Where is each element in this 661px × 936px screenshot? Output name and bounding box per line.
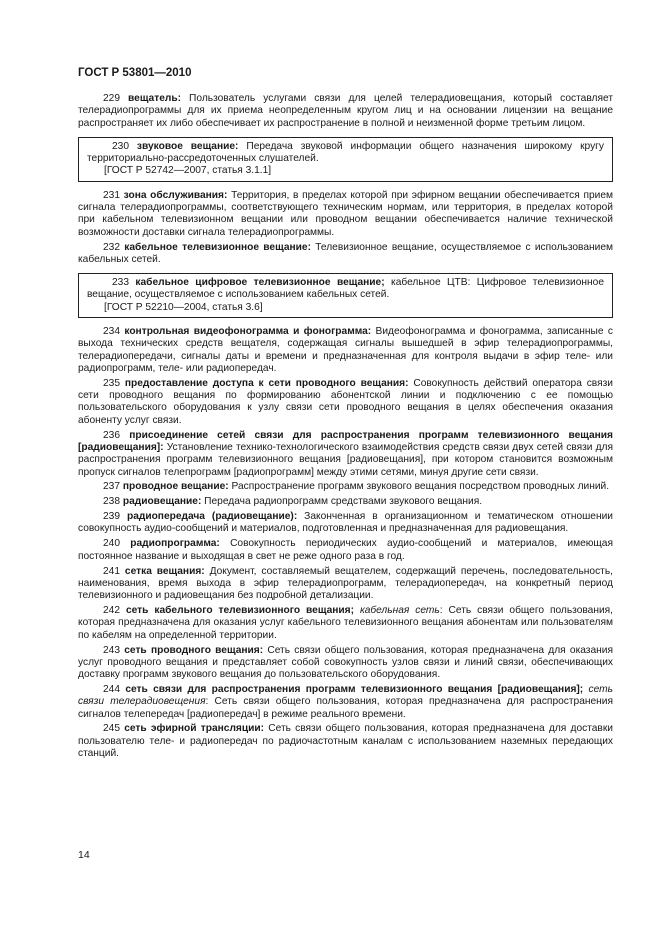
term-entry-241	[78, 566, 613, 603]
term-entry-230	[87, 141, 604, 166]
entry-number: 244	[103, 684, 120, 695]
entry-alt-term: сеть связи телерадиовещения	[78, 684, 613, 708]
entry-term: сетка вещания:	[124, 565, 205, 577]
entry-number: 231	[103, 189, 120, 201]
term-entry-232	[78, 242, 613, 267]
entry-number: 237	[103, 481, 120, 493]
entry-number: 233	[112, 277, 129, 289]
entry-term: сеть связи для распространения программ телевизионного вещания [радиовещания];	[125, 684, 584, 695]
entry-definition: Сеть связи общего пользования, которая предназначена для доставки пользователю теле- и радиопередач по радиочастотным каналам с использованием наземных передающих станций.	[78, 723, 613, 760]
entry-definition: Видеофонограмма и фонограмма, записанные с выхода технических средств вещателя, содержащая сигналы вышедшей в эфир телерадиопрограммы, телерадиопередачи, сигналы даты и времени и предназначенная для контроля выдачи в эфир теле- или радиопрограмм, теле- или радиопередач.	[78, 326, 613, 374]
term-entry-233	[87, 277, 604, 302]
entry-number: 236	[103, 429, 120, 441]
entry-number: 232	[103, 241, 120, 253]
entry-number: 234	[103, 326, 120, 338]
entry-definition: Установление технико-технологического взаимодействия средств связи двух сетей связи для распространения программ телевизионного вещания [радиовещания], при котором становится возможным пропуск сигналов телепрограмм [радиопрограмм] между этими сетями, минуя другие сети связи.	[78, 441, 613, 478]
entry-definition: Телевизионное вещание, осуществляемое с использованием кабельных сетей.	[78, 241, 613, 265]
term-entry-243	[78, 645, 613, 682]
entry-number: 230	[112, 140, 129, 152]
entry-term: звуковое вещание:	[136, 140, 239, 152]
entry-definition: Передача звуковой информации общего назначения широкому кругу территориально-рассредоточенных слушателей.	[87, 140, 604, 165]
term-entry-234	[78, 326, 613, 375]
entry-definition: Законченная в организационном и тематическом отношении совокупность аудио-сообщений и материалов, подготовленная и предназначенная для радиовещания.	[78, 511, 613, 535]
entry-term: сеть кабельного телевизионного вещания;	[125, 605, 354, 617]
entry-term: кабельное телевизионное вещание:	[124, 241, 311, 253]
entry-term: сеть эфирной трансляции:	[124, 723, 265, 735]
term-entry-240	[78, 538, 613, 563]
term-box-230	[78, 137, 613, 182]
term-entry-231	[78, 190, 613, 239]
entry-reference: [ГОСТ Р 52742—2007, статья 3.1.1]	[104, 165, 272, 177]
entry-term: радиопередача (радиовещание):	[126, 511, 298, 523]
page-number: 14	[78, 849, 90, 861]
entry-number: 242	[103, 605, 120, 617]
entry-number: 241	[103, 565, 120, 577]
entry-term: сеть проводного вещания:	[124, 644, 264, 656]
entry-definition: Сеть связи общего пользования, которая предназначена для оказания услуг проводного вещания и представляет собой совокупность узлов связи и линий связи, обеспечивающих доставку программ звукового вещания до пользовательского оборудования.	[78, 644, 613, 681]
entry-definition: : Сеть связи общего пользования, которая предназначена для оказания услуг кабельного телевизионного вещания абонентам или пользователям по кабелям на определенной территории.	[78, 605, 614, 641]
entry-number: 240	[103, 538, 120, 550]
term-entry-238	[78, 496, 613, 508]
entry-definition: кабельное ЦТВ: Цифровое телевизионное вещание, осуществляемое с использованием кабельных сетей.	[87, 277, 604, 301]
term-box-233	[78, 273, 613, 318]
term-entry-239	[78, 511, 613, 536]
entry-reference: [ГОСТ Р 52210—2004, статья 3.6]	[104, 301, 263, 313]
entry-alt-term: кабельная сеть	[354, 605, 440, 617]
entry-definition: Пользователь услугами связи для целей телерадиовещания, который составляет телерадиопрограммы для их приема неопределенным кругом лиц и на основании лицензии на вещание распространяет их либо обеспечивает их распространение в полной и неизменной форме третьим лицом.	[78, 93, 613, 129]
entry-number: 238	[103, 496, 120, 508]
term-entry-236	[78, 430, 613, 479]
entry-number: 239	[103, 511, 120, 523]
term-entry-235	[78, 378, 613, 427]
entry-definition: Передача радиопрограмм средствами звукового вещания.	[201, 496, 483, 508]
entry-term: проводное вещание:	[122, 481, 229, 493]
entry-definition: Территория, в пределах которой при эфирном вещании обеспечивается прием сигнала телерадиопрограммы, соответствующего техническим нормам, или территория, в пределах которой при кабельном телевизионном вещании или проводном вещании обеспечивается наличие технической возможности доставки сигнала телерадиопрограммы.	[78, 189, 614, 238]
entry-term: предоставление доступа к сети проводного вещания:	[124, 377, 409, 389]
entry-term: вещатель:	[128, 93, 182, 104]
entry-number: 243	[103, 644, 120, 656]
terms-list	[78, 93, 613, 763]
entry-definition: : Сеть связи общего пользования, которая предназначена для распространения сигналов телепередач [радиопередач] в режиме реального времени.	[78, 696, 613, 720]
entry-definition: Совокупность действий оператора связи сети проводного вещания по формированию абонентской линии и подключению с ее помощью пользовательского оборудования к узлу связи сети проводного вещания в целях обеспечения оказания абоненту услуг связи.	[78, 377, 613, 426]
term-entry-229	[78, 93, 613, 130]
entry-term: присоединение сетей связи для распространения программ телевизионного вещания [радиовещания]:	[78, 429, 613, 453]
entry-term: зона обслуживания:	[123, 189, 228, 201]
term-entry-237	[78, 481, 613, 493]
term-entry-245	[78, 723, 613, 760]
term-entry-242	[78, 605, 613, 642]
term-entry-244	[78, 684, 613, 721]
entry-term: радиовещание:	[122, 496, 202, 508]
entry-definition: Документ, составляемый вещателем, содержащий перечень, последовательность, наименования, время выхода в эфир телерадиопрограмм, телерадиопередач, на конкретный период телевизионного и радиовещания без подробной детализации.	[78, 565, 613, 602]
entry-definition: Распространение программ звукового вещания посредством проводных линий.	[228, 481, 610, 493]
entry-term: контрольная видеофонограмма и фонограмма:	[124, 326, 372, 338]
entry-number: 229	[103, 93, 120, 104]
entry-number: 245	[103, 723, 120, 735]
entry-term: радиопрограмма:	[130, 538, 220, 550]
entry-term: кабельное цифровое телевизионное вещание;	[135, 277, 385, 289]
entry-definition: Совокупность периодических аудио-сообщений и материалов, имеющая постоянное название и выходящая в свет не реже одного раза в год.	[78, 538, 613, 562]
document-header: ГОСТ Р 53801—2010	[78, 67, 192, 79]
entry-number: 235	[103, 377, 120, 389]
